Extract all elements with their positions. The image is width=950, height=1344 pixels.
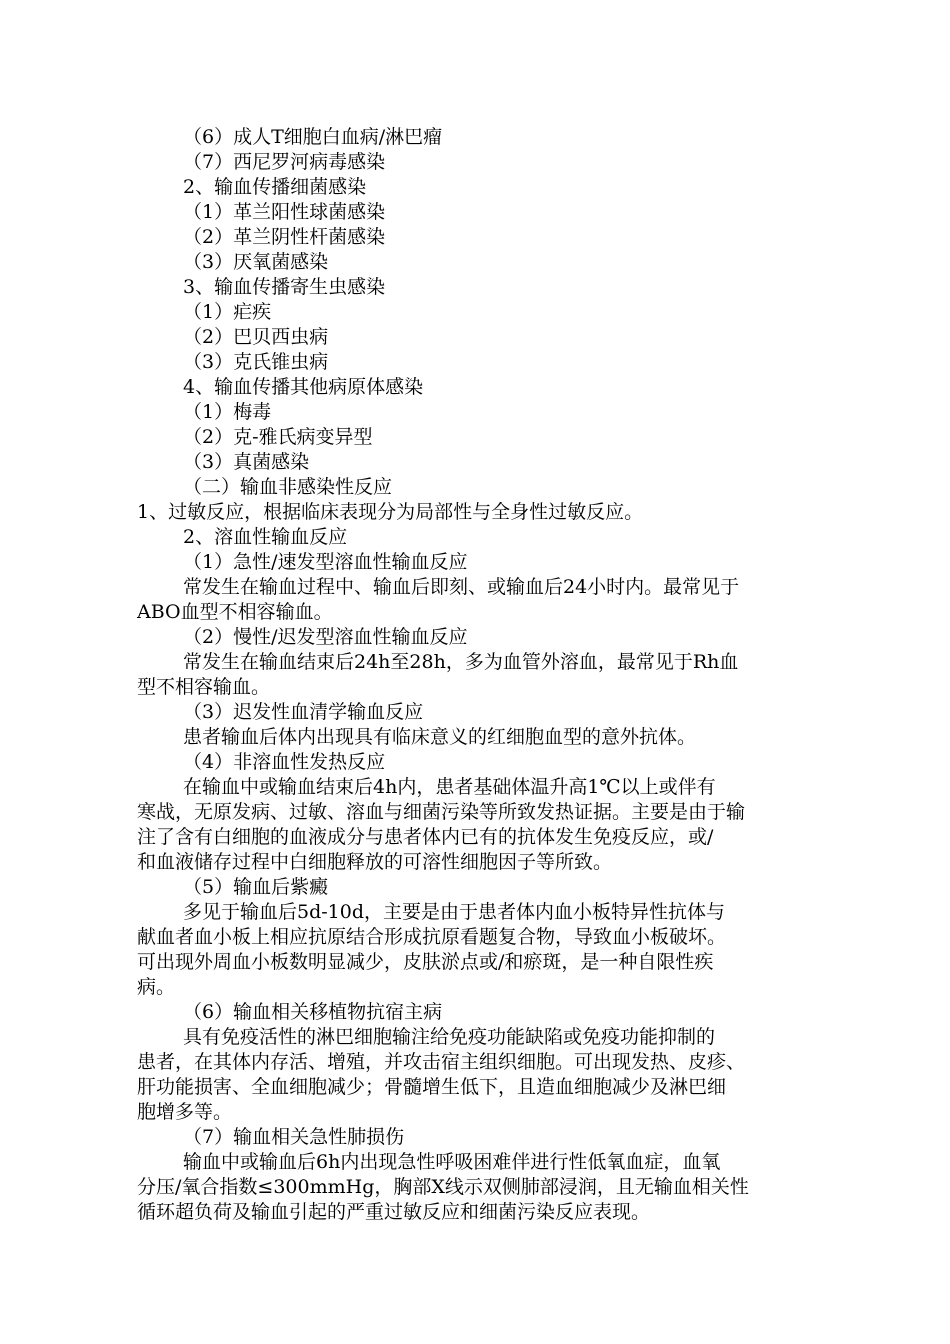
paragraph-line: 胞增多等。	[137, 1101, 233, 1123]
subsection-heading: （7）输血相关急性肺损伤	[183, 1126, 405, 1148]
subsection-heading: （6）输血相关移植物抗宿主病	[183, 1001, 443, 1023]
paragraph-line: 在输血中或输血结束后4h内，患者基础体温升高1℃以上或伴有	[183, 776, 716, 798]
subsection-heading: （1）急性/速发型溶血性输血反应	[183, 551, 468, 573]
text-line: 1、过敏反应，根据临床表现分为局部性与全身性过敏反应。	[137, 501, 644, 523]
paragraph-line: 循环超负荷及输血引起的严重过敏反应和细菌污染反应表现。	[137, 1201, 651, 1223]
paragraph-line: 具有免疫活性的淋巴细胞输注给免疫功能缺陷或免疫功能抑制的	[183, 1026, 716, 1048]
paragraph-line: 多见于输血后5d-10d，主要是由于患者体内血小板特异性抗体与	[183, 901, 726, 923]
paragraph-line: 病。	[137, 976, 176, 998]
paragraph-line: 分压/氧合指数≤300mmHg，胸部X线示双侧肺部浸润，且无输血相关性	[137, 1176, 749, 1198]
paragraph-line: 常发生在输血结束后24h至28h，多为血管外溶血，最常见于Rh血	[183, 651, 739, 673]
paragraph-line: 可出现外周血小板数明显减少，皮肤淤点或/和瘀斑，是一种自限性疾	[137, 951, 714, 973]
text-line: （2）巴贝西虫病	[183, 326, 329, 348]
text-line: （1）梅毒	[183, 401, 272, 423]
section-heading: （二）输血非感染性反应	[183, 476, 393, 498]
section-heading: 4、输血传播其他病原体感染	[183, 376, 424, 398]
subsection-heading: （3）迟发性血清学输血反应	[183, 701, 424, 723]
paragraph-line: 献血者血小板上相应抗原结合形成抗原看题复合物，导致血小板破坏。	[137, 926, 727, 948]
paragraph-line: 和血液储存过程中白细胞释放的可溶性细胞因子等所致。	[137, 851, 613, 873]
paragraph-line: 患者，在其体内存活、增殖，并攻击宿主组织细胞。可出现发热、皮疹、	[137, 1051, 746, 1073]
paragraph-line: 输血中或输血后6h内出现急性呼吸困难伴进行性低氧血症，血氧	[183, 1151, 721, 1173]
paragraph-line: ABO血型不相容输血。	[137, 601, 333, 623]
paragraph-line: 常发生在输血过程中、输血后即刻、或输血后24小时内。最常见于	[183, 576, 740, 598]
text-line: （2）克-雅氏病变异型	[183, 426, 373, 448]
subsection-heading: （2）慢性/迟发型溶血性输血反应	[183, 626, 468, 648]
text-line: （6）成人T细胞白血病/淋巴瘤	[183, 126, 443, 148]
paragraph-line: 患者输血后体内出现具有临床意义的红细胞血型的意外抗体。	[183, 726, 697, 748]
paragraph-line: 寒战，无原发病、过敏、溶血与细菌污染等所致发热证据。主要是由于输	[137, 801, 746, 823]
text-line: （3）克氏锥虫病	[183, 351, 329, 373]
text-line: （2）革兰阴性杆菌感染	[183, 226, 386, 248]
text-line: （7）西尼罗河病毒感染	[183, 151, 386, 173]
paragraph-line: 注了含有白细胞的血液成分与患者体内已有的抗体发生免疫反应，或/	[137, 826, 714, 848]
section-heading: 2、输血传播细菌感染	[183, 176, 367, 198]
subsection-heading: （4）非溶血性发热反应	[183, 751, 386, 773]
subsection-heading: （5）输血后紫癜	[183, 876, 329, 898]
text-line: （3）厌氧菌感染	[183, 251, 329, 273]
section-heading: 2、溶血性输血反应	[183, 526, 348, 548]
text-line: （1）革兰阳性球菌感染	[183, 201, 386, 223]
paragraph-line: 肝功能损害、全血细胞减少；骨髓增生低下，且造血细胞减少及淋巴细	[137, 1076, 727, 1098]
text-line: （1）疟疾	[183, 301, 272, 323]
text-line: （3）真菌感染	[183, 451, 310, 473]
section-heading: 3、输血传播寄生虫感染	[183, 276, 386, 298]
paragraph-line: 型不相容输血。	[137, 676, 271, 698]
